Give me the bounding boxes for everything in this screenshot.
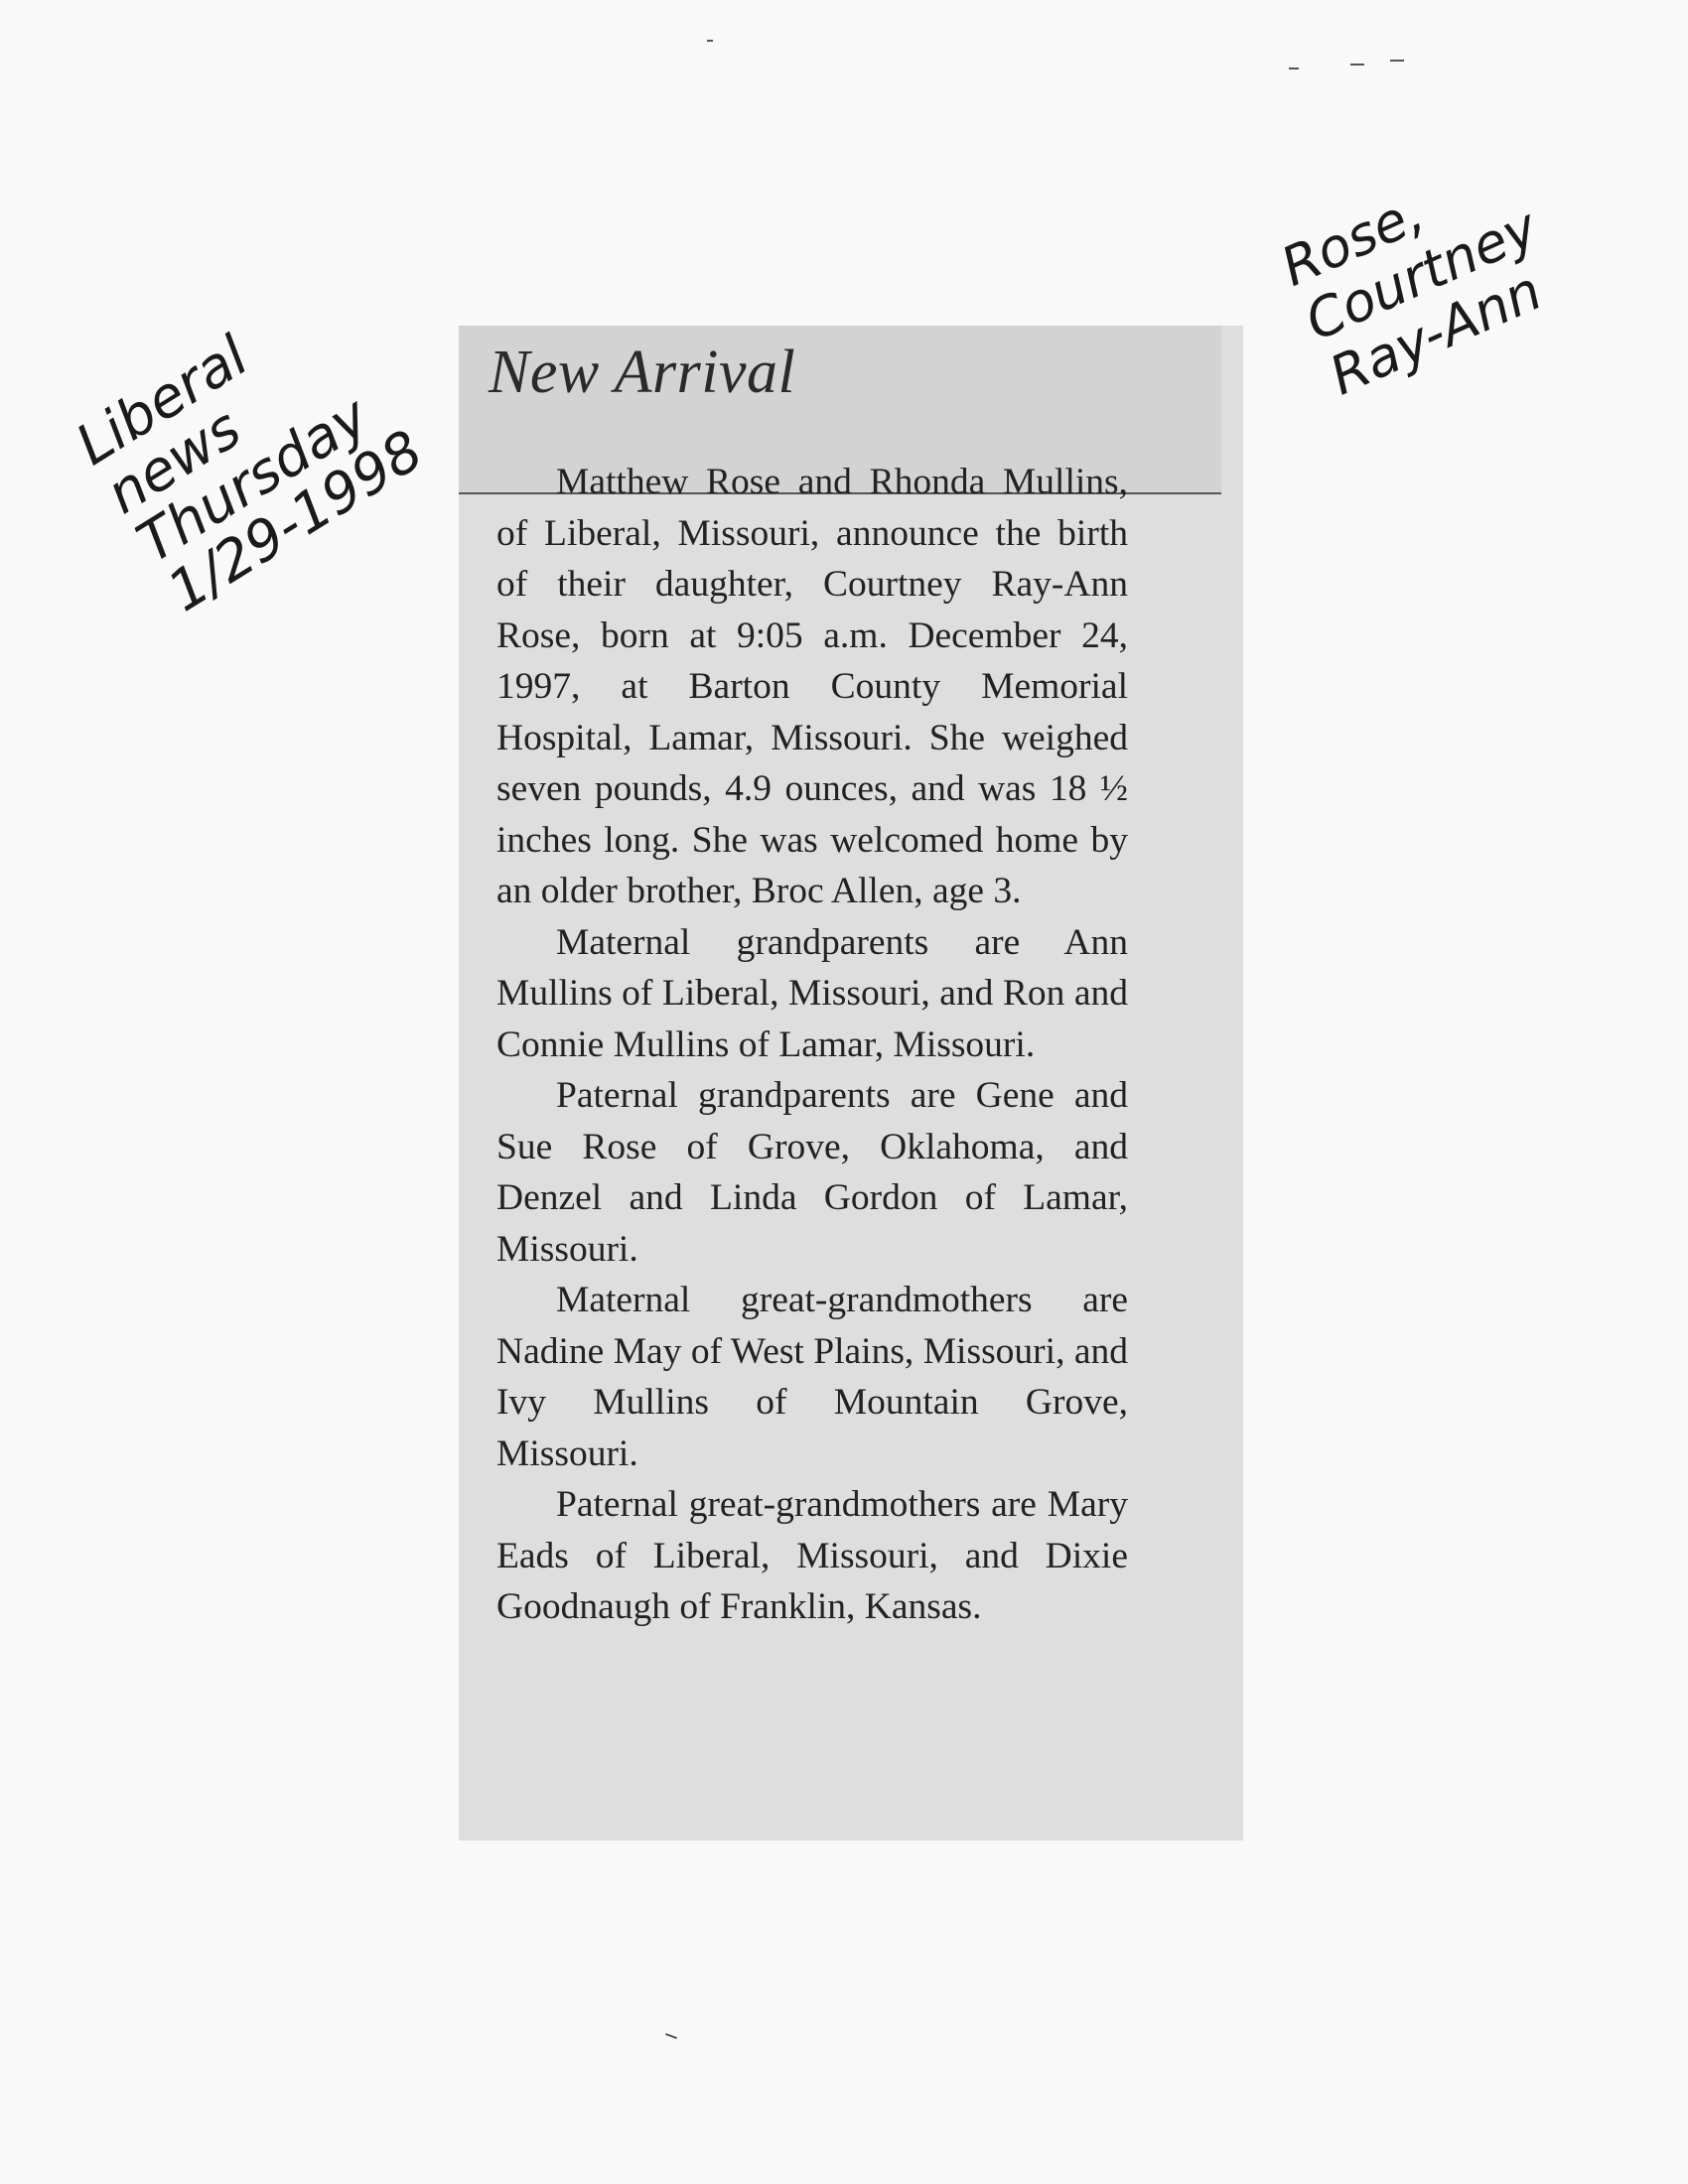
article-paragraph-maternal-grandparents: Maternal grandparents are Ann Mullins of Liberal, Missouri, and Ron and Connie Mullins of Lamar, Missouri. — [496, 921, 1128, 1065]
article-paragraph-paternal-great-grandmothers: Paternal great-grandmothers are Mary Eads of Liberal, Missouri, and Dixie Goodnaugh of Franklin, Kansas. — [496, 1484, 1128, 1627]
article-paragraph-paternal-grandparents: Paternal grandparents are Gene and Sue Rose of Grove, Oklahoma, and Denzel and Linda Gordon of Lamar, Missouri. — [496, 1075, 1128, 1270]
scan-speck — [1390, 60, 1404, 62]
newspaper-clipping — [459, 326, 1243, 1841]
scan-speck — [707, 40, 713, 42]
handwritten-name-note: Rose, Courtney Ray-Ann — [1272, 181, 1551, 408]
scan-speck — [1350, 64, 1364, 66]
clipping-title: New Arrival — [489, 339, 796, 406]
handwritten-source-note: Liberal news Thursday 1/29-1998 — [65, 324, 435, 625]
article-paragraph-maternal-great-grandmothers: Maternal great-grandmothers are Nadine May of West Plains, Missouri, and Ivy Mullins of Mountain Grove, Missouri. — [496, 1280, 1128, 1474]
article-body — [496, 457, 1128, 1633]
article-paragraph-birth: Matthew Rose and Rhonda Mullins, of Liberal, Missouri, announce the birth of their daughter, Courtney Ray-Ann Rose, born at 9:05 a.m. December 24, 1997, at Barton County Memorial Hospital, Lamar, Missouri. She weighed seven pounds, 4.9 ounces, and was 18 ½ inches long. She was welcomed home by an older brother, Broc Allen, age 3. — [496, 462, 1128, 911]
scan-speck — [665, 2033, 677, 2039]
scan-speck — [1289, 68, 1299, 69]
